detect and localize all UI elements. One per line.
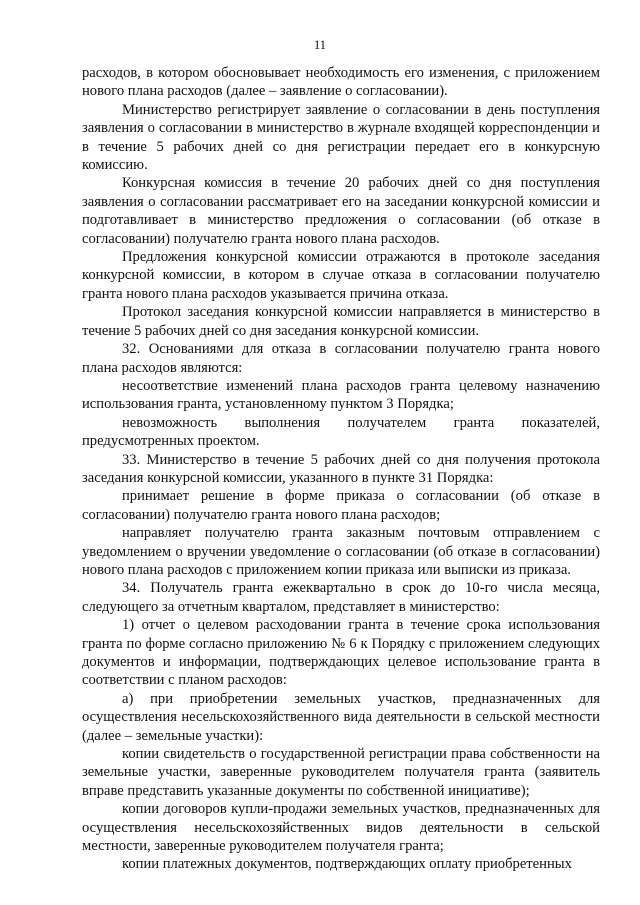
paragraph: 34. Получатель гранта ежеквартально в срок до 10-го числа месяца, следующего за отчетным кварталом, представляет в министерство: (82, 580, 600, 615)
paragraph: несоответствие изменений плана расходов гранта целевому назначению использования гранта, установленному пунктом 3 Порядка; (82, 377, 600, 413)
paragraph: невозможность выполнения получателем гранта показателей, предусмотренных проектом. (82, 414, 600, 450)
paragraph: Конкурсная комиссия в течение 20 рабочих дней со дня поступления заявления о согласовании рассматривает его на заседании конкурсной комиссии и подготавливает в министерство предложения о согласовании (об отказе в согласовании) получателю гранта нового плана расходов. (82, 175, 600, 247)
paragraph: Предложения конкурсной комиссии отражаются в протоколе заседания конкурсной комиссии, в котором в случае отказа в согласовании получателю гранта нового плана расходов указывается причина отказа. (82, 249, 600, 302)
paragraph: Протокол заседания конкурсной комиссии направляется в министерство в течение 5 рабочих дней со дня заседания конкурсной комиссии. (82, 304, 600, 339)
paragraph: копии платежных документов, подтверждающих оплату приобретенных (122, 856, 572, 873)
paragraph: принимает решение в форме приказа о согласовании (об отказе в согласовании) получателю гранта нового плана расходов; (82, 488, 600, 523)
document-body (82, 64, 600, 874)
paragraph: 32. Основаниями для отказа в согласовании получателю гранта нового плана расходов являются: (82, 341, 600, 376)
paragraph: расходов, в котором обосновывает необходимость его изменения, с приложением нового плана расходов (далее – заявление о согласовании). (82, 65, 600, 100)
paragraph: 33. Министерство в течение 5 рабочих дней со дня получения протокола заседания конкурсной комиссии, указанного в пункте 31 Порядка: (82, 451, 600, 486)
paragraph: копии договоров купли-продажи земельных участков, предназначенных для осуществления несельскохозяйственных видов деятельности в сельской местности, заверенные руководителем получателя гранта; (82, 801, 600, 855)
paragraph: направляет получателю гранта заказным почтовым отправлением с уведомлением о вручении уведомление о согласовании (об отказе в согласовании) нового плана расходов с приложением копии приказа или выписки из приказа. (82, 525, 600, 578)
paragraph: копии свидетельств о государственной регистрации права собственности на земельные участки, заверенные руководителем получателя гранта (заявитель вправе представить указанные документы по собственной инициативе); (82, 746, 600, 799)
paragraph: 1) отчет о целевом расходовании гранта в течение срока использования гранта по форме согласно приложению № 6 к Порядку с приложением следующих документов и информации, подтверждающих целевое использование гранта в соответствии с планом расходов: (82, 617, 600, 689)
paragraph: а) при приобретении земельных участков, предназначенных для осуществления несельскохозяйственного вида деятельности в сельской местности (далее – земельные участки): (82, 690, 600, 744)
paragraph: Министерство регистрирует заявление о согласовании в день поступления заявления о согласовании в министерство в журнале входящей корреспонденции и в течение 5 рабочих дней со дня регистрации передает его в конкурсную комиссию. (82, 101, 600, 174)
page-number: 11 (313, 38, 327, 52)
